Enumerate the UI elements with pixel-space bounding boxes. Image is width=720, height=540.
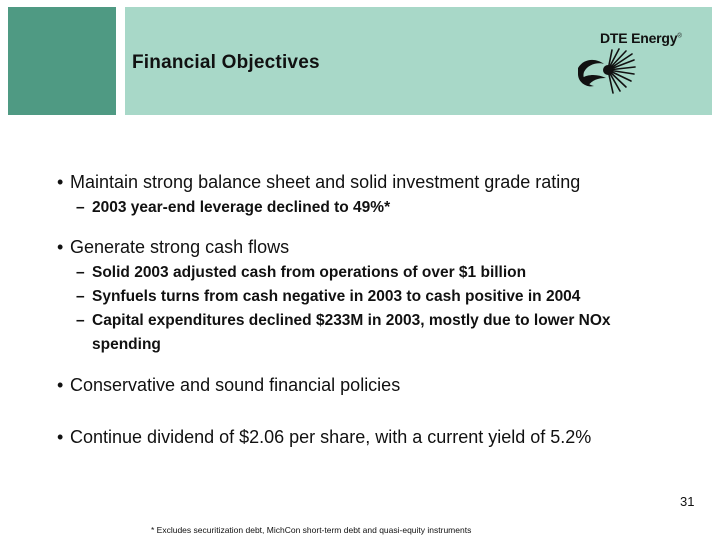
bullet-dot: • (57, 237, 64, 257)
bullet-item: • Conservative and sound financial policies (57, 375, 401, 395)
bullet-dot: • (57, 375, 64, 395)
bullet-item: • Generate strong cash flows (57, 237, 290, 257)
decorative-green-block (8, 7, 116, 115)
dte-sunburst-logo-icon (574, 48, 636, 96)
bullet-item: • Continue dividend of $2.06 per share, with a current yield of 5.2% (57, 427, 592, 447)
sub-bullet-item: – Capital expenditures declined $233M in 2003, mostly due to lower NOx (76, 312, 611, 329)
footnote: * Excludes securitization debt, MichCon short-term debt and quasi-equity instruments (151, 525, 472, 535)
page-number: 31 (680, 494, 695, 509)
bullet-item: • Maintain strong balance sheet and solid investment grade rating (57, 172, 581, 192)
sub-bullet-continuation: spending (92, 336, 161, 353)
sub-bullet-item: – Solid 2003 adjusted cash from operations of over $1 billion (76, 264, 527, 281)
bullet-dot: • (57, 172, 64, 192)
company-logo-text: DTE Energy® (600, 30, 682, 46)
sub-bullet-item: – 2003 year-end leverage declined to 49%* (76, 199, 391, 216)
slide-title: Financial Objectives (132, 52, 320, 73)
sub-bullet-item: – Synfuels turns from cash negative in 2003 to cash positive in 2004 (76, 288, 581, 305)
bullet-dot: • (57, 427, 64, 447)
